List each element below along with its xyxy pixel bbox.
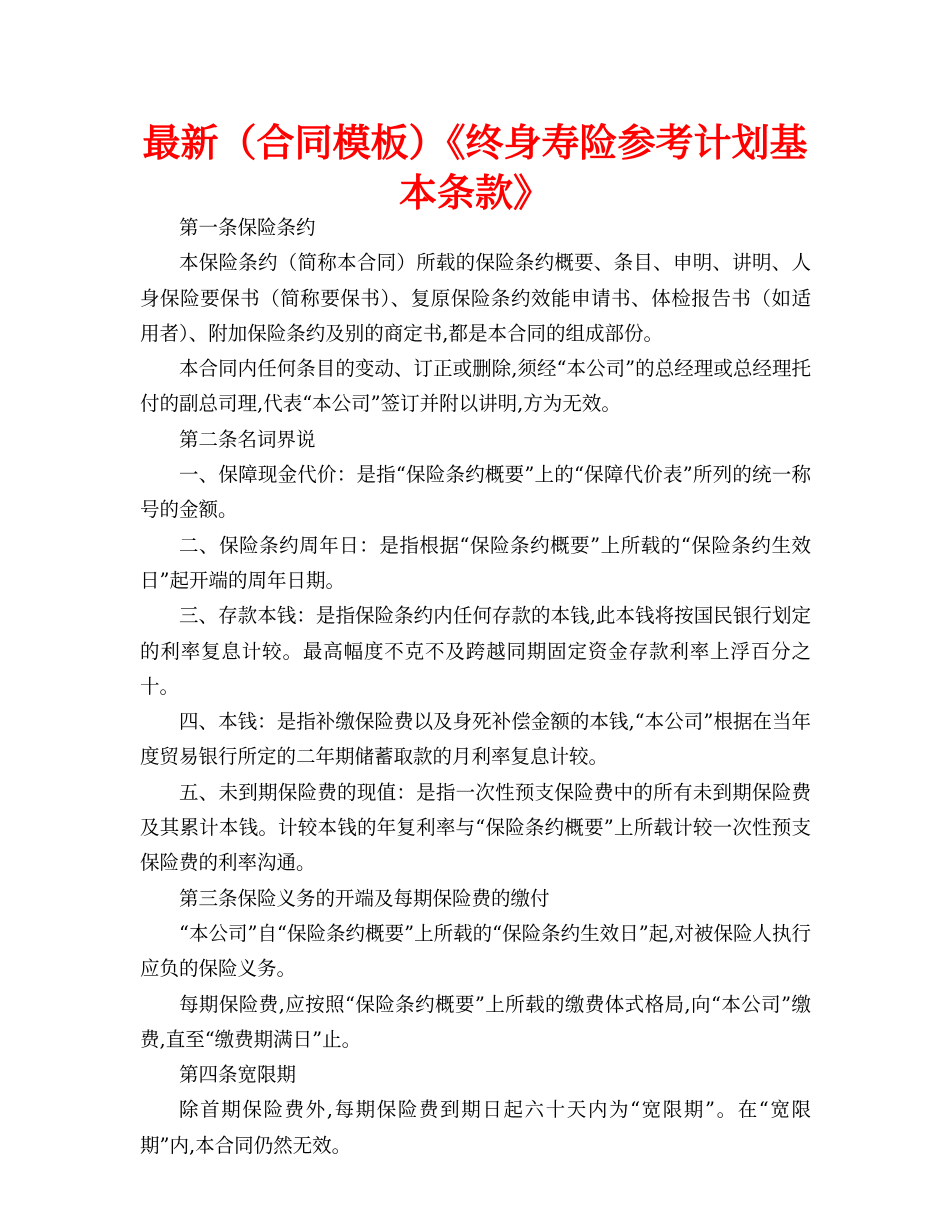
document-body <box>140 210 811 1163</box>
body-paragraph: 三、存款本钱：是指保险条约内任何存款的本钱,此本钱将按国民银行划定的利率复息计较。最高幅度不克不及跨越同期固定资金存款利率上浮百分之十。 <box>140 604 811 698</box>
article-heading: 第四条宽限期 <box>179 1063 297 1087</box>
body-paragraph: 二、保险条约周年日：是指根据“保险条约概要”上所载的“保险条约生效日”起开端的周年日期。 <box>140 533 811 592</box>
article-heading: 第二条名词界说 <box>179 427 316 451</box>
document-title: 最新（合同模板）《终身寿险参考计划基本条款》 <box>142 121 808 215</box>
body-paragraph: 本合同内任何条目的变动、订正或删除,须经“本公司”的总经理或总经理托付的副总司理,代表“本公司”签订并附以讲明,方为无效。 <box>140 357 811 416</box>
body-paragraph: 除首期保险费外,每期保险费到期日起六十天内为“宽限期”。在“宽限期”内,本合同仍然无效。 <box>140 1098 811 1157</box>
article-heading: 第三条保险义务的开端及每期保险费的缴付 <box>179 886 550 910</box>
body-paragraph: 一、保障现金代价：是指“保险条约概要”上的“保障代价表”所列的统一称号的金额。 <box>140 463 811 522</box>
body-paragraph: 五、未到期保险费的现值：是指一次性预支保险费中的所有未到期保险费及其累计本钱。计较本钱的年复利率与“保险条约概要”上所载计较一次性预支保险费的利率沟通。 <box>140 780 811 875</box>
body-paragraph: “本公司”自“保险条约概要”上所载的“保险条约生效日”起,对被保险人执行应负的保险义务。 <box>140 921 811 981</box>
body-paragraph: 每期保险费,应按照“保险条约概要”上所载的缴费体式格局,向“本公司”缴费,直至“缴费期满日”止。 <box>140 992 811 1051</box>
article-heading: 第一条保险条约 <box>179 216 316 239</box>
body-paragraph: 四、本钱：是指补缴保险费以及身死补偿金额的本钱,“本公司”根据在当年度贸易银行所定的二年期储蓄取款的月利率复息计较。 <box>140 710 811 769</box>
body-paragraph: 本保险条约（简称本合同）所载的保险条约概要、条目、申明、讲明、人身保险要保书（简称要保书）、复原保险条约效能申请书、体检报告书（如适用者）、附加保险条约及别的商定书,都是本合同的组成部份。 <box>140 251 811 345</box>
